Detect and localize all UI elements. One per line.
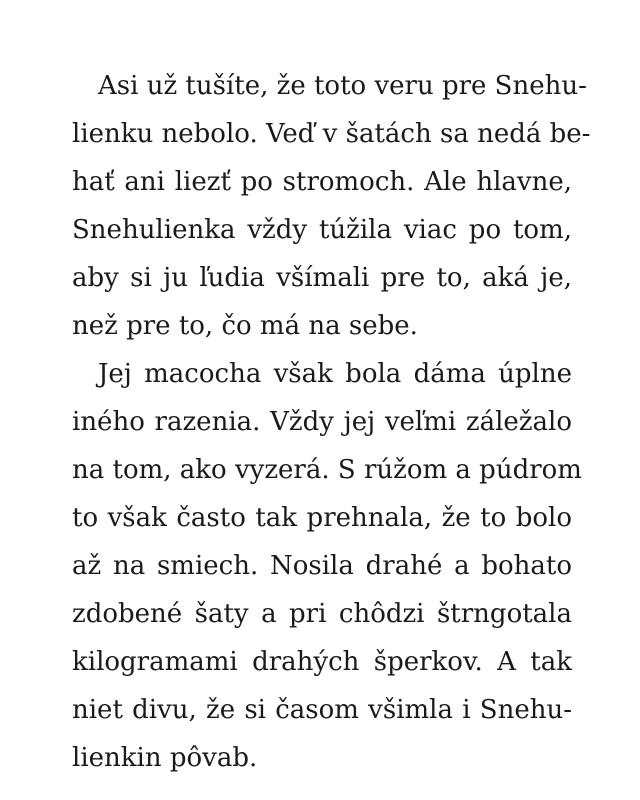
text-line: kilogramami drahých šperkov. A tak bbox=[72, 647, 572, 677]
paragraph-2 bbox=[72, 350, 582, 782]
book-page bbox=[72, 62, 591, 782]
text-line: lienku nebolo. Veď v šatách sa nedá be- bbox=[72, 119, 591, 149]
text-line: na tom, ako vyzerá. S rúžom a púdrom bbox=[72, 455, 582, 485]
text-line: niet divu, že si časom všimla i Snehu- bbox=[72, 695, 572, 725]
text-line: hať ani liezť po stromoch. Ale hlavne, bbox=[72, 167, 572, 197]
text-line: aby si ju ľudia všímali pre to, aká je, bbox=[72, 263, 572, 293]
text-line: až na smiech. Nosila drahé a bohato bbox=[72, 551, 572, 581]
text-line: než pre to, čo má na sebe. bbox=[72, 311, 418, 341]
text-line: zdobené šaty a pri chôdzi štrngotala bbox=[72, 599, 572, 629]
text-line: Jej macocha však bola dáma úplne bbox=[98, 359, 572, 389]
text-line: Snehulienka vždy túžila viac po tom, bbox=[72, 215, 572, 245]
text-line: Asi už tušíte, že toto veru pre Snehu- bbox=[98, 71, 587, 101]
text-line: to však často tak prehnala, že to bolo bbox=[72, 503, 572, 533]
text-line: lienkin pôvab. bbox=[72, 743, 258, 773]
paragraph-1 bbox=[72, 62, 591, 350]
text-line: iného razenia. Vždy jej veľmi záležalo bbox=[72, 407, 572, 437]
